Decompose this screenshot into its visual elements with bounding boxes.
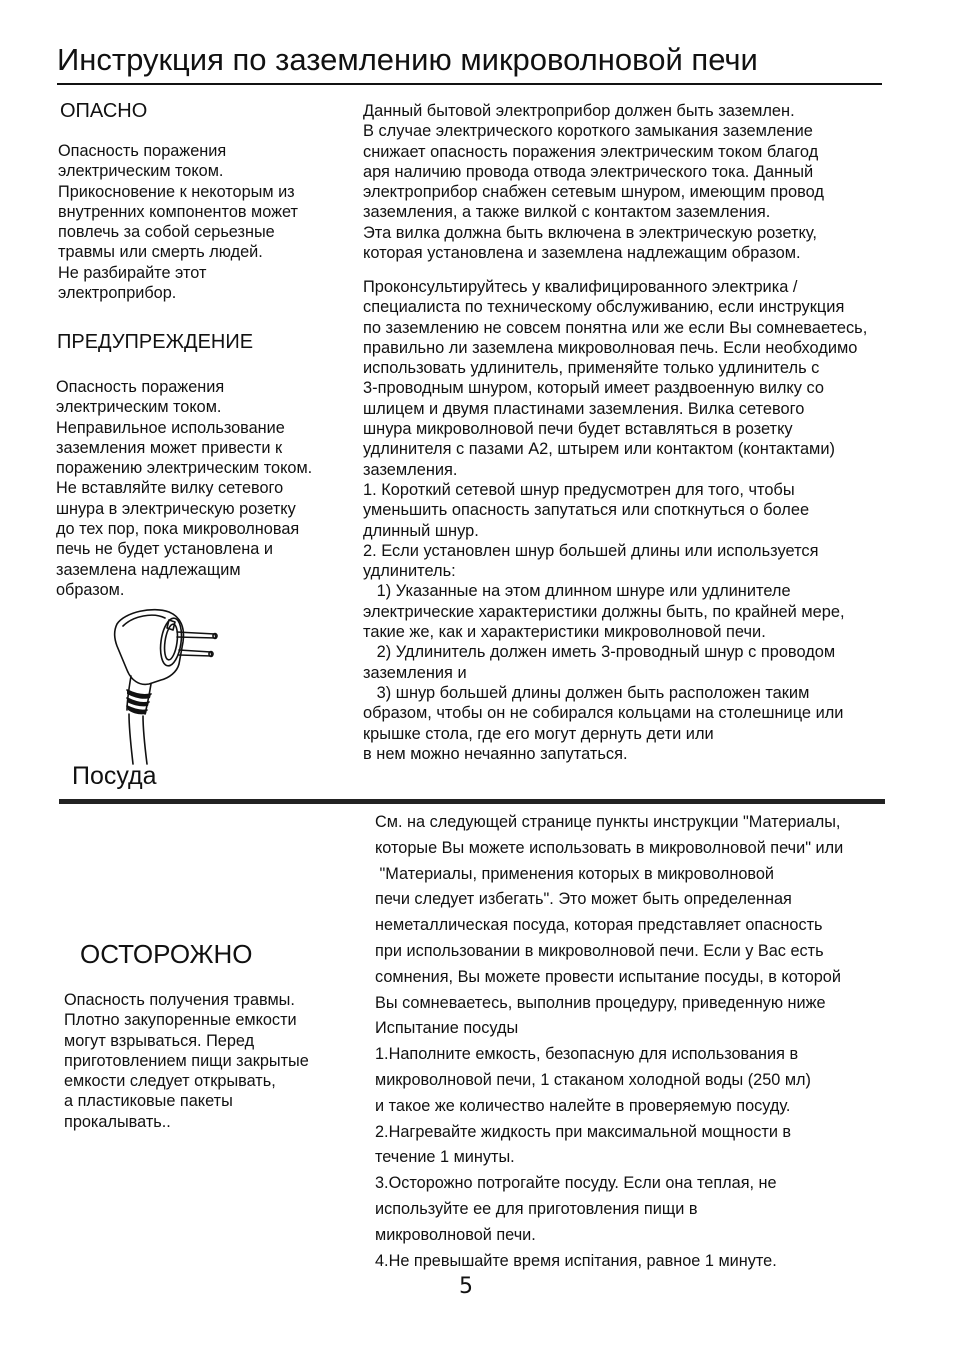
grounding-paragraph-2 xyxy=(363,277,867,764)
caution-line: Опасность получения травмы. xyxy=(64,991,295,1009)
warning-line: Не вставляйте вилку сетевого xyxy=(56,479,284,498)
warning-heading: ПРЕДУПРЕЖДЕНИЕ xyxy=(57,331,254,353)
danger-line: Опасность поражения xyxy=(58,142,227,160)
dishes-line: 4.Не превышайте время испiтания, равное 1 минуте. xyxy=(375,1251,777,1270)
dishes-line: Вы сомневаетесь, выполнив процедуру, приведенную ниже xyxy=(375,993,826,1012)
grounding-line: в нем можно нечаянно запутаться. xyxy=(363,744,628,763)
grounding-line: удлинителя с пазами А2, штырем или контактом (контактами) xyxy=(363,440,835,459)
dishes-line: сомнения, Вы можете провести испытание посуды, в которой xyxy=(375,967,841,986)
danger-text xyxy=(58,141,298,303)
grounding-line: шнура микроволновой печи будет вставляться в розетку xyxy=(363,420,793,439)
grounding-line: аря наличию провода отвода электрического тока. Данный xyxy=(363,162,814,181)
grounding-line: заземления. xyxy=(363,460,458,479)
grounding-line: специалиста по техническому обслуживанию, если инструкция xyxy=(363,298,845,317)
grounding-line: 3-проводным шнуром, который имеет раздвоенную вилку со xyxy=(363,379,825,398)
grounded-plug-icon xyxy=(105,606,225,766)
grounding-line: такие же, как и характеристики микроволновой печи. xyxy=(363,623,766,642)
dishes-line: См. на следующей странице пункты инструкции "Материалы, xyxy=(375,813,841,831)
danger-heading: ОПАСНО xyxy=(60,100,148,122)
grounding-line: электрические характеристики должны быть, по крайней мере, xyxy=(363,602,845,621)
page-number: 5 xyxy=(459,1274,473,1299)
dishes-line: которые Вы можете использовать в микроволновой печи" или xyxy=(375,838,844,857)
grounding-line: которая установлена и заземлена надлежащим образом. xyxy=(363,244,801,263)
dishes-line: микроволновой печи. xyxy=(375,1225,536,1244)
grounding-line: удлинитель: xyxy=(363,562,456,581)
caution-text xyxy=(64,990,309,1132)
grounding-line: по заземлению не совсем понятна или же если Вы сомневаетесь, xyxy=(363,318,868,337)
caution-line: емкости следует открывать, xyxy=(64,1072,276,1091)
warning-line: поражению электрическим током. xyxy=(56,459,313,478)
grounding-line: заземления, а также вилкой с контактом заземления. xyxy=(363,203,771,222)
warning-line: Опасность поражения xyxy=(56,378,225,396)
grounding-line: крышке стола, где его могут дернуть дети или xyxy=(363,724,714,743)
grounding-line: снижает опасность поражения электрическим током благод xyxy=(363,142,819,161)
dishes-line: течение 1 минуты. xyxy=(375,1148,515,1167)
danger-line: повлечь за собой серьезные xyxy=(58,223,275,242)
grounding-line: 2. Если установлен шнур большей длины или используется xyxy=(363,541,819,560)
warning-line: Неправильное использование xyxy=(56,418,285,437)
danger-line: внутренних компонентов может xyxy=(58,202,298,221)
grounding-line: 1. Короткий сетевой шнур предусмотрен для того, чтобы xyxy=(363,480,795,499)
title-divider xyxy=(57,83,882,85)
danger-line: Прикосновение к некоторым из xyxy=(58,182,295,201)
warning-line: печь не будет установлена и xyxy=(56,540,273,559)
grounding-line: 1) Указанные на этом длинном шнуре или удлинителе xyxy=(363,582,791,601)
danger-line: травмы или смерть людей. xyxy=(58,243,263,262)
grounding-line: уменьшить опасность запутаться или споткнуться о более xyxy=(363,501,810,520)
grounding-line: Проконсультируйтесь у квалифицированного электрика / xyxy=(363,278,798,296)
dishes-line: 2.Нагревайте жидкость при максимальной мощности в xyxy=(375,1122,792,1141)
grounding-line: В случае электрического короткого замыкания заземление xyxy=(363,122,813,141)
dishes-line: 1.Наполните емкость, безопасную для использования в xyxy=(375,1045,799,1064)
grounding-line: 2) Удлинитель должен иметь 3-проводный шнур с проводом xyxy=(363,643,836,662)
dishes-line: используйте ее для приготовления пищи в xyxy=(375,1199,698,1218)
page-title: Инструкция по заземлению микроволновой печи xyxy=(57,42,758,77)
warning-line: электрическим током. xyxy=(56,398,222,417)
grounding-line: электроприбор снабжен сетевым шнуром, имеющим провод xyxy=(363,183,824,202)
dishes-line: "Материалы, применения которых в микроволновой xyxy=(375,864,774,883)
warning-line: шнура в электрическую розетку xyxy=(56,499,296,518)
grounding-line: заземления и xyxy=(363,663,467,682)
dishes-line: 3.Осторожно потрогайте посуду. Если она теплая, не xyxy=(375,1174,777,1193)
dishes-title: Посуда xyxy=(72,762,157,790)
grounding-line: Данный бытовой электроприбор должен быть заземлен. xyxy=(363,102,795,120)
dishes-line: микроволновой печи, 1 стаканом холодной воды (250 мл) xyxy=(375,1070,811,1089)
warning-text xyxy=(56,377,312,600)
section-divider xyxy=(59,799,885,804)
warning-line: заземления может привести к xyxy=(56,438,283,457)
grounding-line: шлицем и двумя пластинами заземления. Вилка сетевого xyxy=(363,399,805,418)
dishes-line: и такое же количество налейте в проверяемую посуду. xyxy=(375,1096,791,1115)
grounding-line: 3) шнур большей длины должен быть расположен таким xyxy=(363,683,810,702)
dishes-line: при использовании в микроволновой печи. Если у Вас есть xyxy=(375,941,824,960)
caution-line: Плотно закупоренные емкости xyxy=(64,1011,297,1030)
grounding-line: использовать удлинитель, применяйте только удлинитель с xyxy=(363,359,820,378)
caution-heading: ОСТОРОЖНО xyxy=(80,939,253,969)
dishes-line: Испытание посуды xyxy=(375,1019,519,1038)
warning-line: образом. xyxy=(56,580,125,599)
caution-line: а пластиковые пакеты xyxy=(64,1092,233,1111)
caution-line: могут взрываться. Перед xyxy=(64,1031,255,1050)
grounding-line: правильно ли заземлена микроволновая печь. Если необходимо xyxy=(363,338,858,357)
dishes-text xyxy=(375,810,843,1274)
danger-line: электрическим током. xyxy=(58,162,224,181)
danger-line: Не разбирайте этот xyxy=(58,263,207,282)
danger-line: электроприбор. xyxy=(58,284,177,303)
grounding-line: длинный шнур. xyxy=(363,521,479,540)
dishes-line: неметаллическая посуда, которая представляет опасность xyxy=(375,916,823,935)
grounding-paragraph-1 xyxy=(363,101,824,263)
caution-line: прокалывать.. xyxy=(64,1112,171,1131)
warning-line: заземлена надлежащим xyxy=(56,560,241,579)
dishes-line: печи следует избегать". Это может быть определенная xyxy=(375,890,792,909)
grounding-line: Эта вилка должна быть включена в электрическую розетку, xyxy=(363,223,817,242)
grounding-line: образом, чтобы он не собирался кольцами на столешнице или xyxy=(363,704,844,723)
warning-line: до тех пор, пока микроволновая xyxy=(56,520,300,539)
caution-line: приготовлением пищи закрытые xyxy=(64,1051,309,1070)
